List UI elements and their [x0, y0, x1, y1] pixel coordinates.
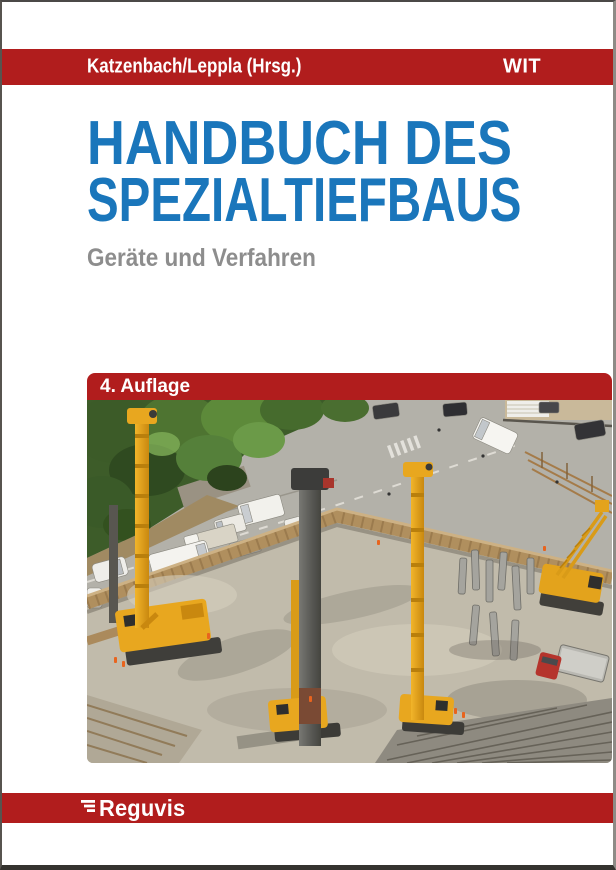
- edition-badge: [87, 373, 612, 400]
- construction-site-aerial-illustration: [87, 400, 612, 763]
- book-title-line1: HANDBUCH DES: [87, 109, 512, 178]
- reguvis-bars-icon: [81, 799, 96, 813]
- publisher-bar: [2, 793, 613, 823]
- publisher-name: Reguvis: [99, 794, 186, 821]
- book-subtitle: Geräte und Verfahren: [87, 244, 316, 272]
- series-mark: WIT: [503, 55, 542, 78]
- editors-names: Katzenbach/Leppla (Hrsg.): [87, 55, 302, 78]
- top-red-bar: [2, 49, 613, 85]
- cover-photo-construction-site: [87, 400, 612, 763]
- edition-label: 4. Auflage: [100, 376, 191, 397]
- book-title-line2: SPEZIALTIEFBAUS: [87, 166, 522, 235]
